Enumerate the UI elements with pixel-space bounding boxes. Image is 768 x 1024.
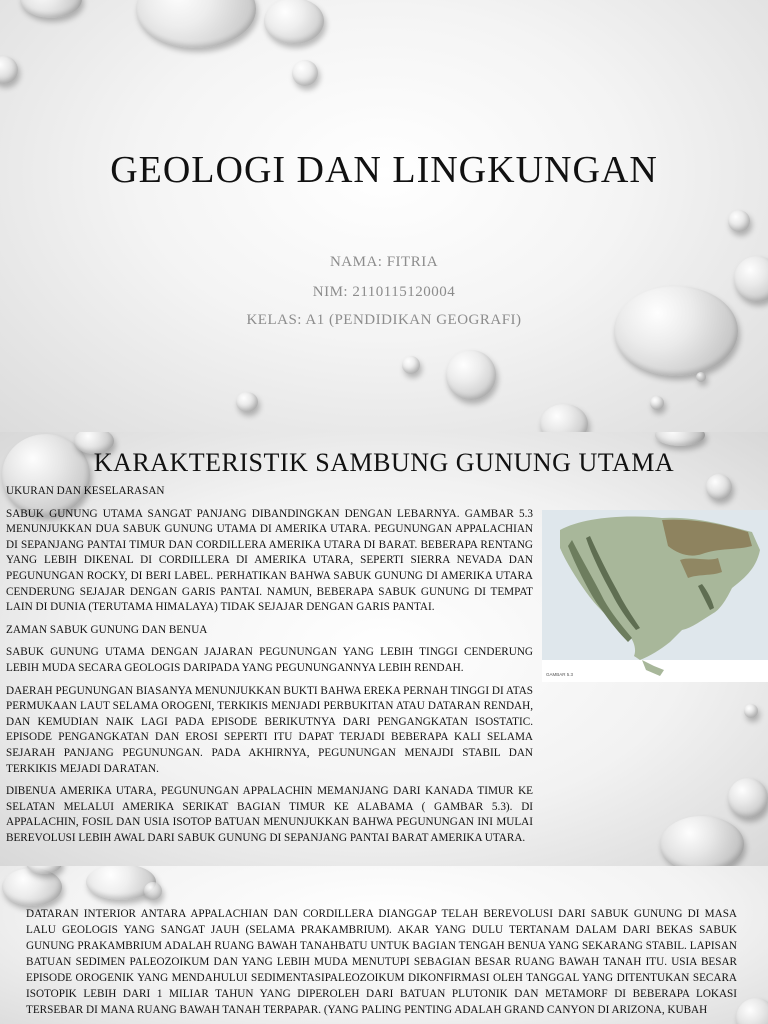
content-slide-1	[0, 432, 768, 866]
slide-body-text	[6, 484, 533, 853]
map-illustration	[542, 510, 768, 682]
section-heading: ZAMAN SABUK GUNUNG DAN BENUA	[6, 623, 208, 636]
paragraph: DATARAN INTERIOR ANTARA APPALACHIAN DAN CORDILLERA DIANGGAP TELAH BEREVOLUSI DARI SABUK GUNUNG DI MASA LALU GEOLOGIS YANG SANGAT JAUH (SELAMA PRAKAMBRIUM). AKAR YANG DULU TERTANAM DALAM DARI BEKAS SABUK GUNUNG PRAKAMBRIUM ADALAH RUANG BAWAH TANAHBATU UNTUK BAGIAN TENGAH BENUA YANG SEKARANG STABIL. LAPISAN BATUAN SEDIMEN PALEOZOIKUM DAN YANG LEBIH MUDA MENUTUPI SEBAGIAN BESAR RUANG BAWAH TANAH ITU. USIA BESAR EPISODE OROGENIK YANG MENDAHULUI SEDIMENTASIPALEOZOIKUM DIKONFIRMASI OLEH TANGGAL YANG DITENTUKAN SECARA ISOTOPIK LEBIH DARI 1 MILIAR TAHUN YANG DIPEROLEH DARI BATUAN PLUTONIK DAN METAMORF DI BEBERAPA LOKASI TERSEBAR DI MANA RUANG BAWAH TANAH TERPAPAR. (YANG PALING PENTING ADALAH GRAND CANYON DI ARIZONA, KUBAH	[26, 908, 737, 1016]
water-drop-decoration	[264, 0, 324, 44]
water-drop-decoration	[728, 778, 768, 818]
water-drop-decoration	[655, 432, 705, 446]
water-drop-decoration	[736, 998, 768, 1024]
water-drop-decoration	[236, 392, 258, 412]
paragraph: SABUK GUNUNG UTAMA SANGAT PANJANG DIBANDINGKAN DENGAN LEBARNYA. GAMBAR 5.3 MENUNJUKKAN DUA SABUK GUNUNG UTAMA DI AMERIKA UTARA. PEGUNUNGAN APPALACHIAN DI SEPANJANG PANTAI TIMUR DAN CORDILLERA AMERIKA UTARA DI BARAT. BEBERAPA RENTANG YANG LEBIH DIKENAL DI CORDILLERA DI AMERIKA UTARA, SEPERTI SIERRA NEVADA DAN PEGUNUNGAN ROCKY, DI BERI LABEL. PERHATIKAN BAHWA SABUK GUNUNG DI AMERIKA UTARA CENDERUNG SEJAJAR DENGAN GARIS PANTAI. NAMUN, BEBERAPA SABUK GUNUNG DI TEMPAT LAIN DI DUNIA (TERUTAMA HIMALAYA) TIDAK SEJAJAR DENGAN GARIS PANTAI.	[6, 507, 533, 614]
slide-title: KARAKTERISTIK SAMBUNG GUNUNG UTAMA	[93, 448, 675, 477]
water-drop-decoration	[0, 56, 18, 84]
paragraph: DAERAH PEGUNUNGAN BIASANYA MENUNJUKKAN BUKTI BAHWA EREKA PERNAH TINGGI DI ATAS PERMUKAAN LAUT SELAMA OROGENI, TERKIKIS MENJADI PERBUKITAN ATAU DATARAN RENDAH, DAN KEMUDIAN NAIK LAGI PADA EPISODE BERIKUTNYA DARI PENGANGKATAN ISOSTATIC. EPISODE PENGANGKATAN DAN EROSI SEPERTI ITU DAPAT TERJADI BEBERAPA KALI SELAMA SEJARAH PANJANG PEGUNUNGAN. PADA AKHIRNYA, PEGUNUNGAN MENAJDI STABIL DAN TERKIKIS MEJADI DARATAN.	[6, 684, 533, 775]
water-drop-decoration	[744, 704, 758, 718]
water-drop-decoration	[2, 868, 62, 906]
student-id: NIM: 2110115120004	[312, 284, 456, 300]
content-slide-2	[0, 866, 768, 1024]
water-drop-decoration	[292, 60, 318, 86]
water-drop-decoration	[402, 356, 420, 374]
paragraph: DIBENUA AMERIKA UTARA, PEGUNUNGAN APPALACHIN MEMANJANG DARI KANADA TIMUR KE SELATAN MELALUI AMERIKA SERIKAT BAGIAN TIMUR KE ALABAMA ( GAMBAR 5.3). DI APPALACHIN, FOSIL DAN USIA ISOTOP BATUAN MENUNJUKKAN BAHWA PEGUNUNGAN INI MULAI BEREVOLUSI LEBIH AWAL DARI SABUK GUNUNG DI SEPANJANG PANTAI BARAT AMERIKA UTARA.	[6, 785, 533, 844]
water-drop-decoration	[144, 882, 162, 900]
water-drop-decoration	[540, 404, 588, 432]
water-drop-decoration	[696, 372, 706, 382]
water-drop-decoration	[446, 350, 496, 400]
author-name: NAMA: FITRIA	[329, 254, 439, 270]
water-drop-decoration	[650, 396, 664, 410]
title-slide	[0, 0, 768, 432]
north-america-mountain-belts-map	[542, 510, 768, 682]
presentation-title: GEOLOGI DAN LINGKUNGAN	[110, 149, 658, 191]
water-drop-decoration	[136, 0, 256, 48]
map-caption: GAMBAR 5.3	[546, 672, 574, 677]
class-info: KELAS: A1 (PENDIDIKAN GEOGRAFI)	[246, 312, 522, 328]
water-drop-decoration	[728, 210, 750, 232]
paragraph: SABUK GUNUNG UTAMA DENGAN JAJARAN PEGUNUNGAN YANG LEBIH TINGGI CENDERUNG LEBIH MUDA SECARA GEOLOGIS DARIPADA YANG PEGUNUNGANNYA LEBIH RENDAH.	[6, 646, 533, 674]
section-heading: UKURAN DAN KESELARASAN	[6, 485, 165, 497]
water-drop-decoration	[20, 0, 82, 18]
water-drop-decoration	[660, 816, 744, 866]
